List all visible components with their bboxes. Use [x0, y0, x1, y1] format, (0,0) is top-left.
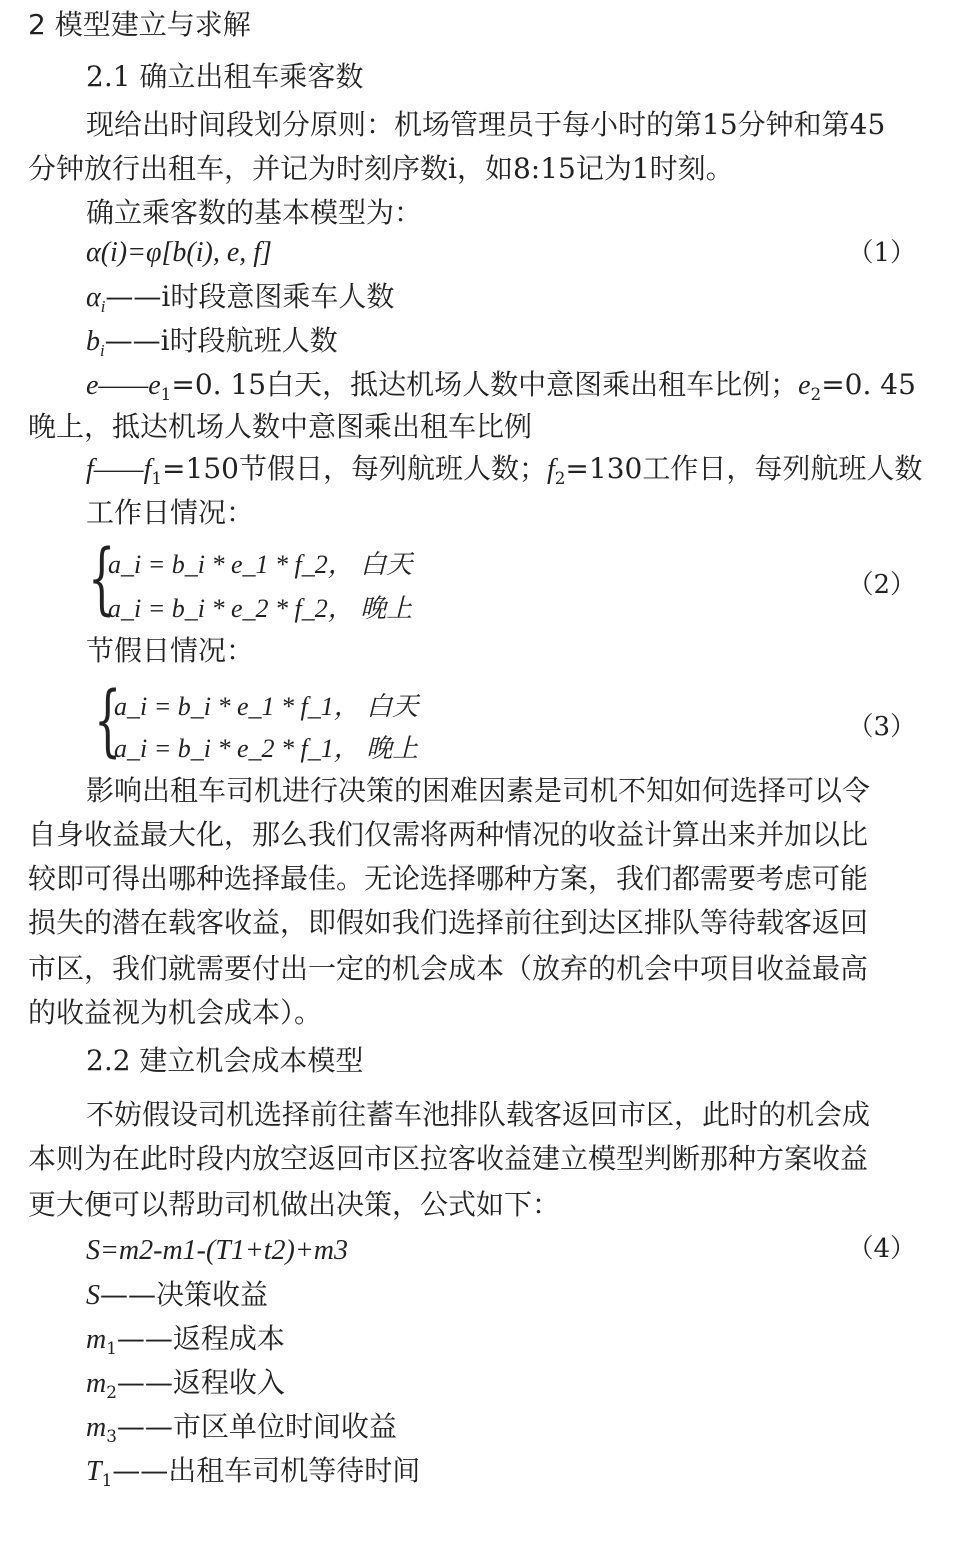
symbol: f [546, 454, 555, 485]
symbol: e—— [86, 370, 149, 401]
definition-b [86, 322, 338, 361]
symbol: m [86, 1412, 107, 1443]
symbol: S [86, 1280, 100, 1311]
symbol: m [86, 1368, 107, 1399]
equation-2-row-1: a_i = b_i * e_1 * f_2， 白天 [108, 550, 413, 579]
definition-text: =0. 45 [821, 368, 916, 401]
subscript: 1 [160, 383, 172, 404]
subscript: 2 [810, 383, 822, 404]
symbol: b [86, 326, 100, 357]
equation-number-3: （3） [847, 712, 916, 742]
definition-m1 [86, 1320, 285, 1359]
equation-number-2: （2） [847, 570, 916, 600]
definition-f [86, 450, 922, 489]
subscript: 2 [106, 1381, 117, 1402]
definition-text: =150节假日，每列航班人数； [162, 452, 547, 485]
definition-text: ——返程收入 [116, 1366, 285, 1399]
paragraph-line: 本则为在此时段内放空返回市区拉客收益建立模型判断那种方案收益 [28, 1142, 869, 1175]
subscript: 1 [151, 467, 163, 488]
definition-m2 [86, 1364, 285, 1403]
section-title: 2 模型建立与求解 [28, 8, 251, 41]
equation-1: α(i)=φ[b(i), e, f] [86, 237, 272, 268]
left-brace: { [88, 534, 116, 624]
symbol: f [143, 454, 152, 485]
paragraph-line: 较即可得出哪种选择最佳。无论选择哪种方案，我们都需要考虑可能 [28, 862, 869, 895]
symbol: e [148, 370, 161, 401]
paragraph-line: 确立乘客数的基本模型为： [86, 196, 423, 229]
definition-m3 [86, 1408, 397, 1447]
definition-text: ——出租车司机等待时间 [112, 1454, 421, 1487]
definition-text: =0. 15白天，抵达机场人数中意图乘出租车比例； [171, 368, 799, 401]
paragraph-line: 自身收益最大化，那么我们仅需将两种情况的收益计算出来并加以比 [28, 818, 869, 851]
paragraph-line: 晚上，抵达机场人数中意图乘出租车比例 [28, 410, 533, 443]
symbol: T [86, 1456, 102, 1487]
equation-number-1: （1） [847, 238, 916, 268]
definition-text: ——i时段意图乘车人数 [105, 280, 395, 313]
definition-T1 [86, 1452, 420, 1491]
left-brace: { [94, 676, 122, 766]
subscript: i [100, 340, 105, 360]
paragraph-line: 影响出租车司机进行决策的困难因素是司机不知如何选择可以令 [86, 774, 871, 807]
paragraph-line: 现给出时间段划分原则：机场管理员于每小时的第15分钟和第45 [86, 108, 886, 141]
symbol: m [86, 1324, 107, 1355]
symbol: α [86, 282, 101, 313]
equation-3-row-2: a_i = b_i * e_2 * f_1， 晚上 [114, 734, 419, 763]
subscript: 3 [106, 1425, 117, 1446]
paragraph-line: 市区，我们就需要付出一定的机会成本（放弃的机会中项目收益最高 [28, 952, 869, 985]
subsection-title-2-1: 2.1 确立出租车乘客数 [86, 60, 364, 93]
equation-2-row-2: a_i = b_i * e_2 * f_2， 晚上 [108, 594, 413, 623]
definition-e [86, 366, 916, 405]
paragraph-line: 的收益视为机会成本）。 [28, 996, 323, 1029]
definition-alpha [86, 278, 394, 317]
subscript: 1 [101, 1469, 113, 1490]
equation-number-4: （4） [847, 1234, 916, 1264]
workday-label: 工作日情况： [86, 496, 255, 529]
holiday-label: 节假日情况： [86, 634, 255, 667]
subscript: 1 [106, 1337, 117, 1358]
subsection-title-2-2: 2.2 建立机会成本模型 [86, 1044, 364, 1077]
definition-text: ——市区单位时间收益 [116, 1410, 397, 1443]
equation-3-row-1: a_i = b_i * e_1 * f_1， 白天 [114, 692, 419, 721]
paragraph-line: 损失的潜在载客收益，即假如我们选择前往到达区排队等待载客返回 [28, 906, 869, 939]
subscript: i [100, 296, 106, 316]
definition-text: ——决策收益 [100, 1278, 269, 1311]
definition-text: =130工作日，每列航班人数 [565, 452, 923, 485]
subscript: 2 [554, 467, 566, 488]
symbol: e [798, 370, 811, 401]
definition-text: ——返程成本 [116, 1322, 285, 1355]
definition-text: ——i时段航班人数 [104, 324, 338, 357]
equation-4: S=m2-m1-(T1+t2)+m3 [86, 1235, 348, 1266]
definition-S [86, 1276, 268, 1315]
paragraph-line: 分钟放行出租车，并记为时刻序数i，如8:15记为1时刻。 [28, 152, 734, 185]
paragraph-line: 不妨假设司机选择前往蓄车池排队载客返回市区，此时的机会成 [86, 1098, 871, 1131]
symbol: f—— [86, 454, 144, 485]
paragraph-line: 更大便可以帮助司机做出决策，公式如下： [28, 1188, 561, 1221]
